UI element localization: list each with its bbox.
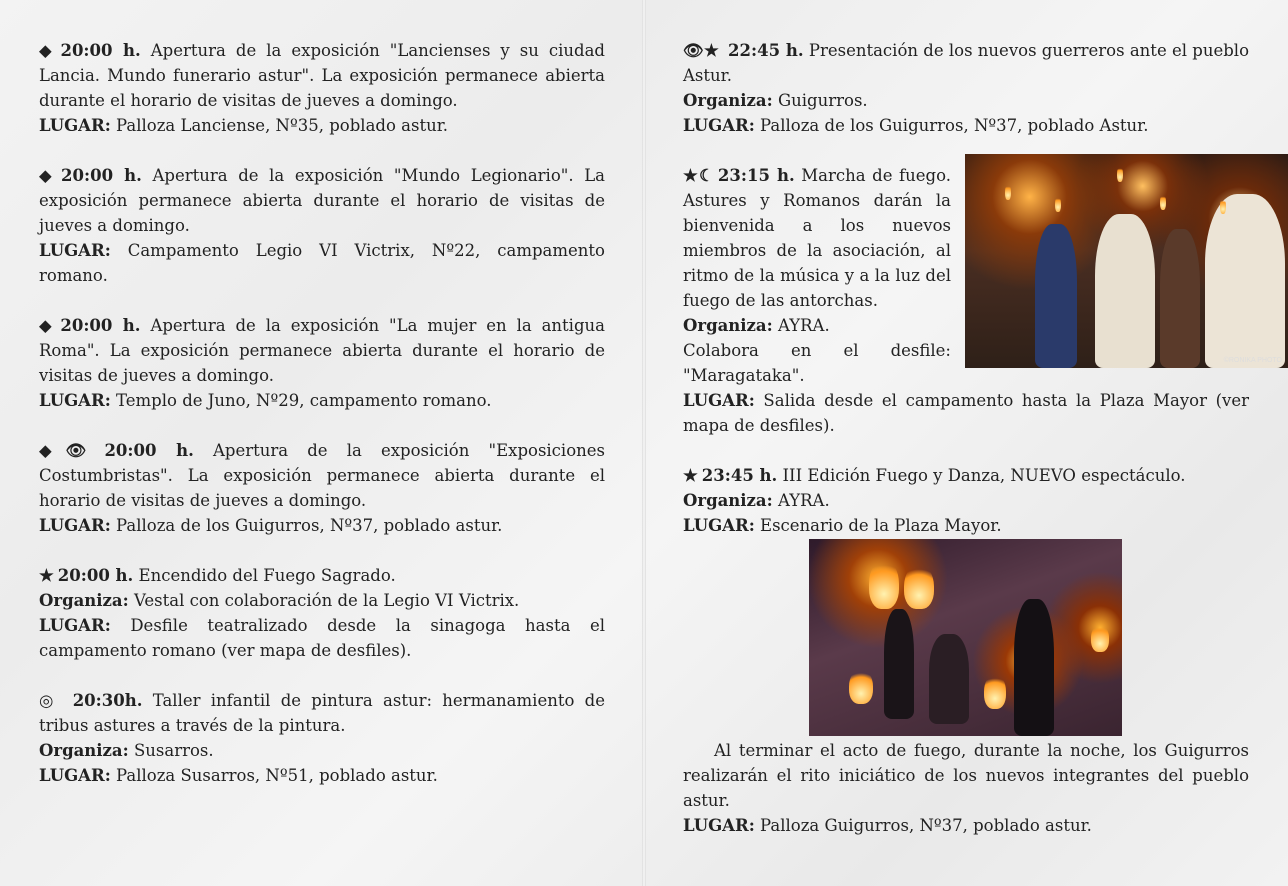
photo-figure <box>884 609 914 719</box>
left-page <box>0 0 642 886</box>
lugar-label: LUGAR: <box>39 766 111 785</box>
lugar-value: Templo de Juno, Nº29, campamento romano. <box>110 391 492 410</box>
event-entry <box>39 438 605 538</box>
fire-poi <box>904 564 934 609</box>
lugar-value: Palloza Susarros, Nº51, poblado astur. <box>110 766 438 785</box>
organiza-label: Organiza: <box>683 316 773 335</box>
event-description: Apertura de la exposición "Exposiciones Costumbristas". La exposición permanece abierta durante el horario de visitas de jueves a domingo. <box>39 441 605 510</box>
event-text-block <box>683 163 951 388</box>
star-moon-icon: ★☾ <box>683 166 714 185</box>
event-entry <box>39 688 605 788</box>
lugar-value: Palloza Guigurros, Nº37, poblado astur. <box>754 816 1092 835</box>
lugar-value: Palloza de los Guigurros, Nº37, poblado Astur. <box>754 116 1149 135</box>
right-page <box>646 0 1288 886</box>
fire-poi <box>984 674 1006 709</box>
fire-poi <box>869 559 899 609</box>
lugar-value: Escenario de la Plaza Mayor. <box>754 516 1002 535</box>
lugar-value: Desfile teatralizado desde la sinagoga hasta el campamento romano (ver mapa de desfiles). <box>39 616 605 660</box>
event-description: Encendido del Fuego Sagrado. <box>133 566 396 585</box>
lugar-label: LUGAR: <box>39 616 111 635</box>
event-entry <box>683 463 1249 538</box>
lugar-value: Palloza Lanciense, Nº35, poblado astur. <box>110 116 449 135</box>
event-description: Apertura de la exposición "Lancienses y su ciudad Lancia. Mundo funerario astur". La exposición permanece abierta durante el horario de visitas de jueves a domingo. <box>39 41 605 110</box>
organiza-value: Susarros. <box>128 741 214 760</box>
star-icon: ★ <box>39 566 54 585</box>
lugar-label: LUGAR: <box>39 241 111 260</box>
event-time: 22:45 h. <box>728 41 804 60</box>
event-time: 20:00 h. <box>60 316 141 335</box>
lugar-label: LUGAR: <box>39 391 111 410</box>
event-time: 20:00 h. <box>57 566 134 585</box>
event-description: III Edición Fuego y Danza, NUEVO espectáculo. <box>777 466 1186 485</box>
lugar-value: Palloza de los Guigurros, Nº37, poblado astur. <box>110 516 503 535</box>
lugar-value: Campamento Legio VI Victrix, Nº22, campamento romano. <box>39 241 605 285</box>
torch-flame <box>1160 194 1166 210</box>
organiza-value: AYRA. <box>772 316 830 335</box>
event-time: 23:15 h. <box>717 166 795 185</box>
lugar-label: LUGAR: <box>39 516 111 535</box>
photo-figure <box>1035 224 1077 368</box>
lugar-label: LUGAR: <box>683 516 755 535</box>
lugar-label: LUGAR: <box>39 116 111 135</box>
torch-flame <box>1055 196 1061 212</box>
event-time: 20:00 h. <box>60 41 141 60</box>
left-column <box>39 38 605 813</box>
photo-figure <box>1095 214 1155 368</box>
diamond-icon: ◆ <box>39 41 57 60</box>
star-icon: ★ <box>683 466 698 485</box>
torch-flame <box>1117 166 1123 182</box>
closing-paragraph: Al terminar el acto de fuego, durante la noche, los Guigurros realizarán el rito iniciático de los nuevos integrantes del pueblo astur. <box>683 741 1249 810</box>
event-entry <box>39 563 605 663</box>
diamond-eye-icon: ◆👁 <box>39 441 101 460</box>
organiza-label: Organiza: <box>39 591 129 610</box>
event-time: 20:00 h. <box>61 166 142 185</box>
event-description: Apertura de la exposición "Mundo Legionario". La exposición permanece abierta durante el horario de visitas de jueves a domingo. <box>39 166 605 235</box>
event-description: Apertura de la exposición "La mujer en la antigua Roma". La exposición permanece abierta durante el horario de visitas de jueves a domingo. <box>39 316 605 385</box>
fire-poi <box>849 669 873 704</box>
colabora-text: Colabora en el desfile: "Maragataka". <box>683 341 951 385</box>
photo-figure <box>1160 229 1200 368</box>
diamond-icon: ◆ <box>39 316 57 335</box>
event-entry <box>39 313 605 413</box>
diamond-icon: ◆ <box>39 166 58 185</box>
event-time: 20:00 h. <box>104 441 194 460</box>
eye-star-icon: 👁★ <box>683 41 719 60</box>
photo-figure <box>929 634 969 724</box>
lugar-label: LUGAR: <box>683 116 755 135</box>
photo-credit: ©RONIKA PHOTO <box>1223 357 1282 364</box>
photo-figure <box>1205 194 1285 368</box>
event-entry <box>39 38 605 138</box>
lugar-label: LUGAR: <box>683 391 755 410</box>
torch-march-photo <box>965 154 1288 368</box>
organiza-label: Organiza: <box>683 91 773 110</box>
event-time: 23:45 h. <box>701 466 778 485</box>
event-description: Taller infantil de pintura astur: hermanamiento de tribus astures a través de la pintura. <box>39 691 605 735</box>
event-entry <box>683 38 1249 138</box>
torch-flame <box>1005 184 1011 200</box>
lugar-value: Salida desde el campamento hasta la Plaza Mayor (ver mapa de desfiles). <box>683 391 1249 435</box>
organiza-label: Organiza: <box>39 741 129 760</box>
fire-poi <box>1091 624 1109 652</box>
closing-entry <box>683 738 1249 838</box>
event-entry <box>39 163 605 288</box>
organiza-value: Guigurros. <box>772 91 868 110</box>
spiral-icon: ◎ <box>39 691 59 710</box>
event-description: Marcha de fuego. Astures y Romanos darán la bienvenida a los nuevos miembros de la asociación, al ritmo de la música y a la luz del fuego de las antorchas. <box>683 166 951 310</box>
event-time: 20:30h. <box>72 691 143 710</box>
organiza-value: AYRA. <box>772 491 830 510</box>
torch-flame <box>1220 198 1226 214</box>
lugar-label: LUGAR: <box>683 816 755 835</box>
organiza-label: Organiza: <box>683 491 773 510</box>
fire-dance-photo <box>809 539 1122 736</box>
organiza-value: Vestal con colaboración de la Legio VI Victrix. <box>128 591 520 610</box>
photo-figure <box>1014 599 1054 736</box>
event-description: Presentación de los nuevos guerreros ante el pueblo Astur. <box>683 41 1249 85</box>
